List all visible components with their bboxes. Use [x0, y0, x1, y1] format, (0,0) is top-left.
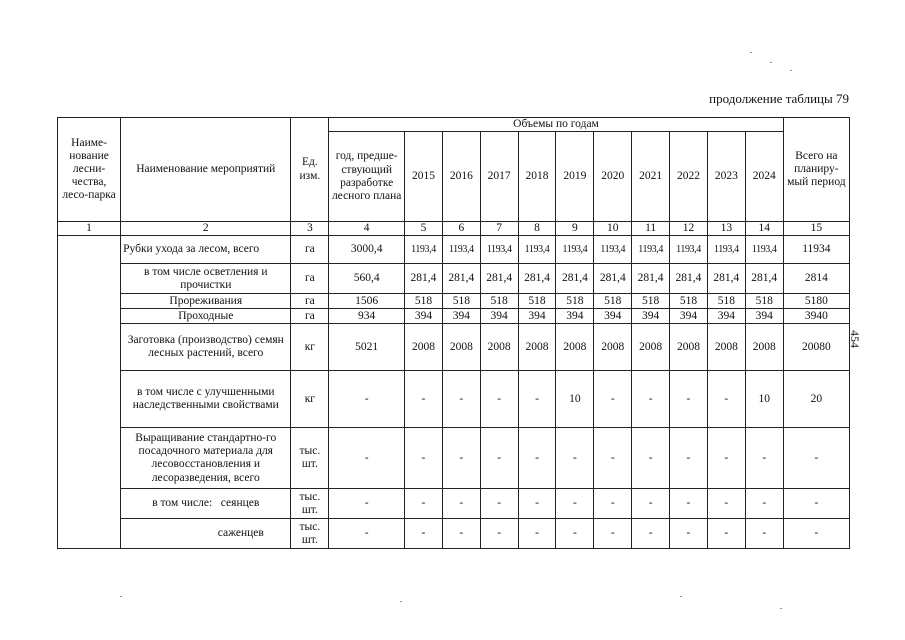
column-number: 5	[405, 222, 443, 236]
year-value: -	[405, 519, 443, 549]
year-value: 1193,4	[405, 236, 443, 264]
unit-cell: га	[291, 294, 329, 309]
year-value: 2008	[442, 324, 480, 371]
activity-name: Заготовка (производство) семян лесных растений, всего	[121, 324, 291, 371]
year-value: 394	[518, 309, 556, 324]
page-number: 454	[848, 330, 862, 348]
year-value: -	[707, 519, 745, 549]
year-value: -	[707, 489, 745, 519]
year-value: 1193,4	[745, 236, 783, 264]
column-number: 12	[670, 222, 708, 236]
header-year: 2021	[632, 132, 670, 222]
header-year: 2024	[745, 132, 783, 222]
unit-cell: га	[291, 309, 329, 324]
year-value: 394	[745, 309, 783, 324]
column-number: 15	[783, 222, 849, 236]
table-row	[58, 309, 850, 324]
prev-year-value: 5021	[329, 324, 405, 371]
header-year: 2019	[556, 132, 594, 222]
year-value: 394	[556, 309, 594, 324]
activity-name: Рубки ухода за лесом, всего	[121, 236, 291, 264]
year-value: 10	[556, 371, 594, 428]
prev-year-value: 560,4	[329, 264, 405, 294]
activity-name: саженцев	[121, 519, 291, 549]
year-value: -	[594, 519, 632, 549]
year-value: -	[745, 519, 783, 549]
year-value: -	[480, 371, 518, 428]
year-value: 518	[442, 294, 480, 309]
column-number: 9	[556, 222, 594, 236]
total-value: 20	[783, 371, 849, 428]
forest-activities-table	[57, 117, 850, 549]
year-value: 281,4	[480, 264, 518, 294]
unit-cell: га	[291, 264, 329, 294]
header-year: 2022	[670, 132, 708, 222]
year-value: -	[518, 489, 556, 519]
header-activity-name: Наименование мероприятий	[121, 118, 291, 222]
activity-name: Проходные	[121, 309, 291, 324]
year-value: -	[518, 519, 556, 549]
year-value: -	[670, 489, 708, 519]
prev-year-value: 3000,4	[329, 236, 405, 264]
year-value: 2008	[745, 324, 783, 371]
prev-year-value: 1506	[329, 294, 405, 309]
year-value: 1193,4	[480, 236, 518, 264]
year-value: -	[556, 489, 594, 519]
unit-cell: га	[291, 236, 329, 264]
year-value: 518	[405, 294, 443, 309]
scan-speck	[400, 601, 402, 602]
column-number: 6	[442, 222, 480, 236]
year-value: 1193,4	[707, 236, 745, 264]
unit-cell: тыс. шт.	[291, 489, 329, 519]
column-number: 11	[632, 222, 670, 236]
column-number: 13	[707, 222, 745, 236]
year-value: -	[632, 428, 670, 489]
year-value: -	[480, 519, 518, 549]
column-number: 14	[745, 222, 783, 236]
year-value: -	[594, 428, 632, 489]
year-value: 394	[670, 309, 708, 324]
year-value: 2008	[518, 324, 556, 371]
activity-name: Прореживания	[121, 294, 291, 309]
year-value: -	[632, 371, 670, 428]
table-row	[58, 294, 850, 309]
scan-speck	[120, 596, 122, 597]
forestry-name-cell	[58, 236, 121, 549]
year-value: 1193,4	[594, 236, 632, 264]
table-row	[58, 236, 850, 264]
year-value: -	[442, 519, 480, 549]
year-value: 518	[670, 294, 708, 309]
column-number: 8	[518, 222, 556, 236]
year-value: -	[670, 519, 708, 549]
year-value: 281,4	[405, 264, 443, 294]
year-value: 2008	[556, 324, 594, 371]
table-row	[58, 428, 850, 489]
prev-year-value: -	[329, 489, 405, 519]
year-value: -	[442, 428, 480, 489]
column-number: 4	[329, 222, 405, 236]
year-value: 1193,4	[632, 236, 670, 264]
year-value: 281,4	[745, 264, 783, 294]
year-value: 2008	[632, 324, 670, 371]
header-total: Всего на планиру-мый период	[783, 118, 849, 222]
table-row	[58, 489, 850, 519]
year-value: 394	[707, 309, 745, 324]
year-value: -	[480, 489, 518, 519]
year-value: 2008	[707, 324, 745, 371]
year-value: -	[518, 428, 556, 489]
total-value: -	[783, 428, 849, 489]
header-year: 2016	[442, 132, 480, 222]
prev-year-value: -	[329, 519, 405, 549]
year-value: 518	[594, 294, 632, 309]
column-number: 7	[480, 222, 518, 236]
year-value: -	[707, 371, 745, 428]
year-value: -	[594, 371, 632, 428]
year-value: -	[745, 489, 783, 519]
year-value: 394	[594, 309, 632, 324]
scan-speck	[770, 62, 772, 63]
year-value: 2008	[670, 324, 708, 371]
header-volumes-by-year: Объемы по годам	[329, 118, 783, 132]
scan-speck	[790, 70, 792, 71]
year-value: -	[442, 489, 480, 519]
year-value: -	[405, 371, 443, 428]
year-value: 518	[518, 294, 556, 309]
year-value: 394	[442, 309, 480, 324]
year-value: 281,4	[518, 264, 556, 294]
year-value: 1193,4	[518, 236, 556, 264]
table-row	[58, 519, 850, 549]
scan-speck	[750, 52, 752, 53]
header-unit: Ед. изм.	[291, 118, 329, 222]
year-value: -	[442, 371, 480, 428]
activity-name: в том числе с улучшенными наследственными свойствами	[121, 371, 291, 428]
year-value: 1193,4	[556, 236, 594, 264]
table-row	[58, 324, 850, 371]
year-value: 2008	[594, 324, 632, 371]
column-number: 2	[121, 222, 291, 236]
unit-cell: кг	[291, 324, 329, 371]
year-value: -	[518, 371, 556, 428]
header-year: 2023	[707, 132, 745, 222]
header-year: 2018	[518, 132, 556, 222]
year-value: -	[670, 428, 708, 489]
year-value: -	[670, 371, 708, 428]
total-value: 20080	[783, 324, 849, 371]
table-row	[58, 264, 850, 294]
total-value: 3940	[783, 309, 849, 324]
year-value: -	[556, 519, 594, 549]
year-value: 281,4	[442, 264, 480, 294]
year-value: 518	[556, 294, 594, 309]
unit-cell: кг	[291, 371, 329, 428]
year-value: 1193,4	[442, 236, 480, 264]
total-value: -	[783, 519, 849, 549]
header-year: 2020	[594, 132, 632, 222]
year-value: 10	[745, 371, 783, 428]
column-number: 3	[291, 222, 329, 236]
scan-speck	[680, 596, 682, 597]
year-value: -	[556, 428, 594, 489]
prev-year-value: -	[329, 371, 405, 428]
year-value: 394	[480, 309, 518, 324]
table-row	[58, 371, 850, 428]
year-value: 518	[745, 294, 783, 309]
year-value: -	[632, 519, 670, 549]
prev-year-value: 934	[329, 309, 405, 324]
column-number: 1	[58, 222, 121, 236]
year-value: 394	[405, 309, 443, 324]
header-year: 2015	[405, 132, 443, 222]
total-value: 2814	[783, 264, 849, 294]
total-value: 5180	[783, 294, 849, 309]
year-value: -	[405, 489, 443, 519]
year-value: 2008	[480, 324, 518, 371]
year-value: 518	[632, 294, 670, 309]
year-value: 281,4	[707, 264, 745, 294]
year-value: 394	[632, 309, 670, 324]
prev-year-value: -	[329, 428, 405, 489]
year-value: 281,4	[632, 264, 670, 294]
scan-speck	[780, 608, 782, 609]
activity-name: в том числе осветления и прочистки	[121, 264, 291, 294]
year-value: 281,4	[594, 264, 632, 294]
year-value: 518	[480, 294, 518, 309]
activity-name: в том числе: сеянцев	[121, 489, 291, 519]
table-continuation-label: продолжение таблицы 79	[709, 91, 849, 106]
year-value: -	[405, 428, 443, 489]
year-value: -	[632, 489, 670, 519]
year-value: 281,4	[670, 264, 708, 294]
column-number: 10	[594, 222, 632, 236]
column-number-row	[58, 222, 850, 236]
year-value: -	[480, 428, 518, 489]
year-value: -	[745, 428, 783, 489]
header-year: 2017	[480, 132, 518, 222]
year-value: 1193,4	[670, 236, 708, 264]
total-value: -	[783, 489, 849, 519]
header-forestry-name: Наиме-нование лесни-чества, лесо-парка	[58, 118, 121, 222]
year-value: -	[707, 428, 745, 489]
year-value: 281,4	[556, 264, 594, 294]
header-prev-year: год, предше-ствующий разработке лесного плана	[329, 132, 405, 222]
unit-cell: тыс. шт.	[291, 428, 329, 489]
unit-cell: тыс. шт.	[291, 519, 329, 549]
year-value: 2008	[405, 324, 443, 371]
total-value: 11934	[783, 236, 849, 264]
year-value: 518	[707, 294, 745, 309]
activity-name: Выращивание стандартно-го посадочного материала для лесовосстановления и лесоразведения, всего	[121, 428, 291, 489]
year-value: -	[594, 489, 632, 519]
